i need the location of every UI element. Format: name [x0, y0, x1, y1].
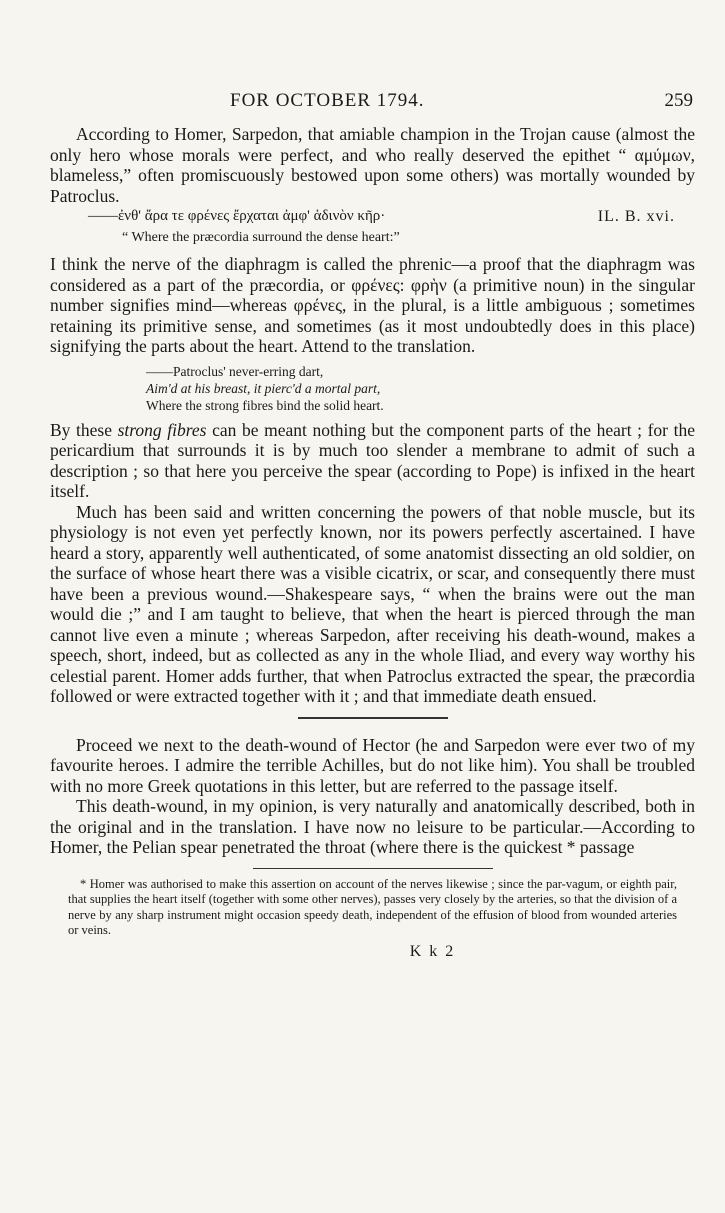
page — [50, 90, 695, 961]
page-header — [50, 90, 695, 118]
signature-mark: K k 2 — [409, 942, 456, 960]
greek-quotation — [88, 208, 695, 228]
page-number: 259 — [664, 90, 693, 111]
footnote-divider — [253, 868, 493, 869]
section-divider — [298, 717, 448, 719]
verse-line-2: Aim'd at his breast, it pierc'd a mortal part, — [146, 380, 381, 396]
citation-reference: IL. B. xvi. — [597, 208, 675, 225]
verse-block — [146, 363, 695, 414]
paragraph-6: This death-wound, in my opinion, is very naturally and anatomically described, both in the original and in the translation. I have now no leisure to be particular.—According to Homer, the Pelian spear penetrated the throat (where there is the quickest * passage — [50, 796, 695, 857]
verse-line-3: Where the strong fibres bind the solid heart. — [146, 397, 384, 413]
paragraph-3 — [50, 420, 695, 502]
paragraph-4: Much has been said and written concerning the powers of that noble muscle, but its physiology is not even yet perfectly known, nor its powers perfectly ascertained. I have heard a story, apparently well authenticated, of some anatomist dissecting an old soldier, on the surface of whose heart there was a visible cicatrix, or scar, and consequently there must have been a previous wound.—Shakespeare says, “ when the brains were out the man would die ;” and I am taught to believe, that when the heart is pierced through the man cannot live even a minute ; whereas Sarpedon, after receiving his death-wound, makes a speech, short, indeed, but as collected as any in the whole Iliad, and every way worthy his celestial parent. Homer adds further, that when Patroclus extracted the spear, the præcordia followed or were extracted together with it ; and that immediate death ensued. — [50, 501, 695, 706]
paragraph-3-emphasis: strong fibres — [117, 419, 207, 440]
paragraph-2: I think the nerve of the diaphragm is called the phrenic—a proof that the diaphragm was considered as a part of the præcordia, or φρένες: φρὴν (a primitive noun) in the singular number signifies mind—whereas φρένες, in the plural, is a little ambiguous ; sometimes retaining its primitive sense, and sometimes (as it most undoubtedly does in this place) signifying the parts about the heart. Attend to the translation. — [50, 254, 695, 356]
paragraph-3-rest: can be meant nothing but the component parts of the heart ; for the pericardium that surrounds it is by much too slender a membrane to admit of such a description ; so that here you perceive the spear (according to Pope) is infixed in the heart itself. — [50, 419, 695, 501]
verse-line-1: ——Patroclus' never-erring dart, — [146, 363, 324, 379]
paragraph-1: According to Homer, Sarpedon, that amiable champion in the Trojan cause (almost the only hero whose morals were perfect, and who really deserved the epithet “ αμύμων, blameless,” often promiscuously bestowed upon some others) was mortally wounded by Patroclus. — [50, 124, 695, 206]
paragraph-3-lead: By these — [50, 419, 118, 440]
quotation-translation: “ Where the præcordia surround the dense heart:” — [122, 230, 400, 245]
footnote: * Homer was authorised to make this assertion on account of the nerves likewise ; since the par-vagum, or eighth pair, that supplies the heart itself (together with some other nerves), passes very closely by the arteries, so that the division of a nerve by any sharp instrument might occasion speedy death, independent of the effusion of blood from wounded arteries or veins. — [68, 876, 677, 937]
running-head: FOR OCTOBER 1794. — [230, 90, 425, 111]
greek-text: ——ἐνθ' ἄρα τε φρένες ἔρχαται ἀμφ' ἁδινὸν κῆρ· — [88, 208, 386, 224]
paragraph-5: Proceed we next to the death-wound of Hector (he and Sarpedon were ever two of my favourite heroes. I admire the terrible Achilles, but do not like him). You shall be troubled with no more Greek quotations in this letter, but are referred to the passage itself. — [50, 734, 695, 796]
